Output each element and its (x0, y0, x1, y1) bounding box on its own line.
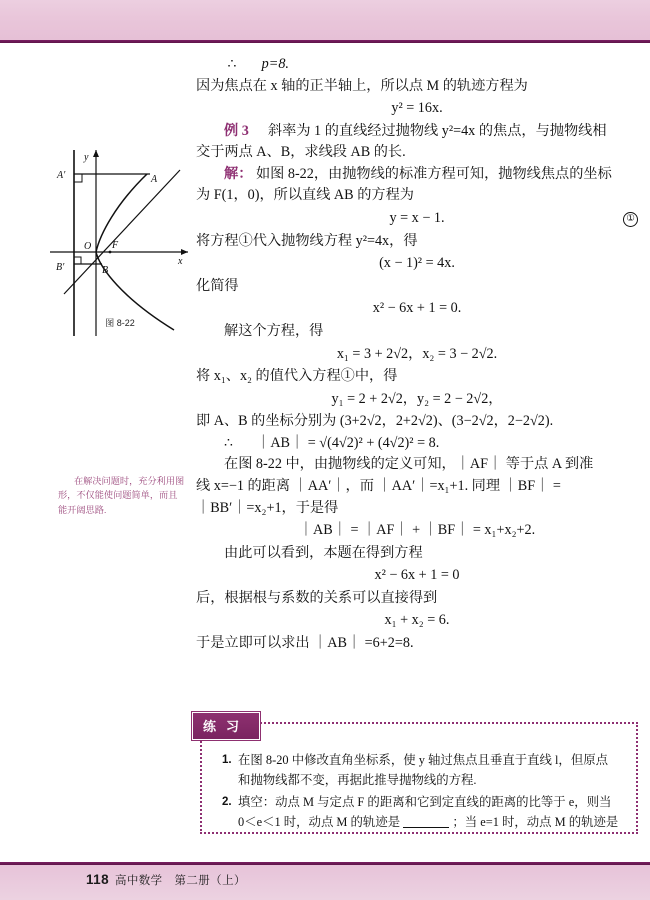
solution-paragraph (196, 164, 638, 186)
line-focus-positive-axis: 因为焦点在 x 轴的正半轴上，所以点 M 的轨迹方程为 (196, 77, 528, 94)
svg-text:B: B (102, 265, 109, 276)
line-vieta: 后，根据根与系数的关系可以直接得到 (196, 589, 438, 606)
exercise-item-2-body (238, 792, 624, 832)
line-solve-equation: 解这个方程，得 (224, 322, 324, 339)
therefore-symbol: ∴ (227, 56, 237, 72)
svg-text:B′: B′ (56, 262, 65, 273)
line-definition-af: 在图 8-22 中，由抛物线的定义可知，｜AF｜ 等于点 A 到准 (224, 456, 594, 473)
exercise-item-2-line2-part-b: ；当 e=1 时，动点 M 的轨迹是 (452, 815, 619, 830)
page-number: 118 (86, 872, 109, 887)
exercise-item-1-line1: 在图 8-20 中修改直角坐标系，使 y 轴过焦点且垂直于直线 l，但原点 (238, 753, 608, 767)
exercise-item-2-line2 (238, 812, 624, 832)
line-final-result: 于是立即可以求出 ｜AB｜ =6+2=8. (196, 635, 414, 652)
example-3-marker: 例 3 (224, 122, 249, 139)
equation-roots-x: x₁ = 3 + 2√2，x₂ = 3 − 2√2. (336, 345, 498, 362)
figure-caption: 图 8-22 (105, 318, 135, 328)
solution-line-focus-coord: 为 F(1，0)，所以直线 AB 的方程为 (196, 187, 414, 204)
svg-text:x: x (178, 256, 183, 267)
book-title: 高中数学 第二册（上） (114, 875, 246, 887)
line-distance-bb-prime: ｜BB′｜=x₂+1，于是得 (196, 499, 339, 516)
header-decorative-band (0, 0, 650, 40)
exercise-block (200, 719, 638, 834)
equation-line-ab (196, 208, 638, 230)
exercise-item-1 (222, 750, 624, 790)
line-simplify: 化简得 (196, 277, 239, 294)
svg-text:y: y (84, 152, 89, 163)
therefore-symbol-2: ∴ (224, 434, 234, 451)
equation-quadratic-repeat: x² − 6x + 1 = 0 (374, 567, 460, 584)
line-substitute-roots: 将 x₁、x₂ 的值代入方程①中，得 (196, 368, 398, 385)
solution-text: 如图 8-22，由抛物线的标准方程可知，抛物线焦点的坐标 (255, 165, 612, 182)
main-text-column (196, 54, 638, 655)
equation-ab-distance: ｜AB｜ = √(4√2)² + (4√2)² = 8. (256, 434, 440, 451)
margin-note: 在解决问题时，充分利用图形，不仅能使问题简单，而且能开阔思路. (58, 476, 185, 515)
line-substitute-eq1: 将方程①代入抛物线方程 y²=4x，得 (196, 232, 418, 249)
svg-text:O: O (84, 241, 92, 252)
equation-p-equals-8: p=8. (261, 56, 289, 72)
svg-text:F: F (112, 240, 119, 251)
line-distance-aa-prime: 线 x=−1 的距离 ｜AA′｜，而 ｜AA′｜=x₁+1. 同理 ｜BF｜ = (196, 477, 561, 494)
svg-text:A: A (151, 174, 158, 185)
equation-1-body: y = x − 1. (389, 210, 445, 227)
solution-marker: 解： (224, 165, 253, 182)
exercise-item-1-line2: 和抛物线都不变，再据此推导抛物线的方程. (238, 773, 477, 788)
line-therefore-p8 (196, 54, 638, 76)
equation-sum-roots: x₁ + x₂ = 6. (384, 612, 450, 629)
svg-text:A′: A′ (57, 170, 66, 181)
header-rule (0, 40, 650, 43)
equation-roots-y: y₁ = 2 + 2√2，y₂ = 2 − 2√2， (331, 390, 503, 407)
equation-ab-sum: ｜AB｜ = ｜AF｜ + ｜BF｜ = x₁+x₂+2. (298, 522, 536, 539)
equation-quadratic: x² − 6x + 1 = 0. (372, 300, 462, 317)
exercise-item-list (222, 750, 624, 834)
equation-number-1: ① (623, 208, 638, 230)
example-3-text-line2: 交于两点 A、B，求线段 AB 的长. (196, 144, 406, 161)
exercise-item-2-line2-part-a: 0＜e＜1 时，动点 M 的轨迹是 (238, 815, 401, 830)
equation-x-minus-1-squared: (x − 1)² = 4x. (379, 255, 455, 272)
footer (86, 872, 246, 888)
fill-in-blank-1[interactable] (403, 827, 449, 828)
exercise-item-1-number: 1. (222, 754, 232, 766)
exercise-item-1-body (238, 750, 624, 790)
equation-y2-16x: y² = 16x. (391, 100, 443, 117)
figure-8-22 (44, 146, 196, 341)
exercise-item-2-number: 2. (222, 796, 232, 809)
exercise-item-2-line1: 填空：动点 M 与定点 F 的距离和它到定直线的距离的比等于 e，则当 (238, 795, 612, 810)
line-coordinates-ab: 即 A、B 的坐标分别为 (3+2√2，2+2√2)、(3−2√2，2−2√2). (196, 413, 554, 430)
exercise-label: 练习 (192, 712, 260, 740)
line-observation: 由此可以看到，本题在得到方程 (224, 544, 423, 561)
line-therefore-ab-length (196, 433, 638, 455)
example-3-text: 斜率为 1 的直线经过抛物线 y²=4x 的焦点，与抛物线相 (267, 122, 607, 139)
exercise-item-2 (222, 792, 624, 832)
example-3-paragraph (196, 121, 638, 143)
